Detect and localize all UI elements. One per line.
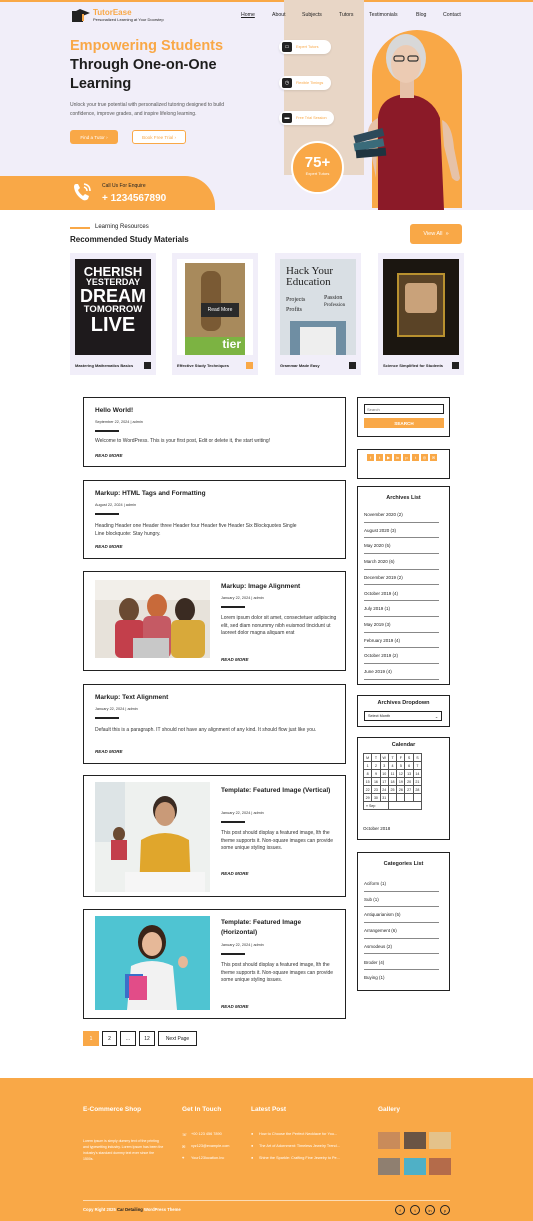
archive-item[interactable]: March 2020 (6) — [364, 554, 439, 570]
post-excerpt: Lorem ipsum dolor sit amet, consectetuer adipiscing elit, sed diam nonummy nibh euismod tincidunt ut laoreet dolor magna aliquam erat — [221, 615, 337, 637]
book-card-4[interactable] — [378, 253, 464, 375]
post-title[interactable]: Template: Featured Image (Horizontal) — [221, 919, 302, 936]
post-card — [83, 480, 346, 559]
calendar-widget — [357, 737, 450, 840]
nav-about[interactable]: About — [272, 12, 286, 18]
chevron-down-icon: ⌄ — [434, 714, 438, 719]
post-card — [83, 775, 346, 897]
search-button[interactable]: SEARCH — [364, 418, 444, 428]
social-widget — [357, 449, 450, 479]
read-more-link[interactable]: READ MORE — [95, 453, 123, 458]
archive-item[interactable]: December 2019 (2) — [364, 570, 439, 586]
archive-item[interactable]: August 2020 (3) — [364, 523, 439, 539]
read-more-link[interactable]: READ MORE — [221, 1004, 249, 1009]
post-excerpt: Heading Header one Header three Header four Header five Header Six Blockquotes Single Line blockquote: Stay hungry. — [95, 523, 297, 537]
footer-latest-post[interactable]: Shine the Sparkle: Crafting Fine Jewelry to Pe... — [259, 1156, 340, 1160]
footer-about-text: Lorem ipsum is simply dummy text of the printing and typesetting industry. Lorem Ipsum has been the industry's standard dummy text ever since the 1500s. — [83, 1139, 164, 1161]
category-item[interactable]: Sub (1) — [364, 892, 439, 908]
nav-home[interactable]: Home — [241, 12, 255, 18]
footer-title-shop: E-Commerce Shop — [83, 1106, 142, 1113]
find-tutor-button[interactable]: Find a Tutor › — [70, 130, 118, 144]
nav-contact[interactable]: Contact — [443, 12, 461, 18]
read-more-overlay[interactable]: Read More — [201, 303, 239, 317]
instagram-icon[interactable]: ◎ — [422, 455, 427, 460]
nav-testimonials[interactable]: Testimonials — [369, 12, 398, 18]
clock-icon: ◷ — [282, 78, 292, 88]
footer-email[interactable]: xyz123@example.com — [191, 1144, 230, 1148]
gallery-image[interactable] — [404, 1158, 426, 1175]
footer-title-contact: Get In Touch — [182, 1106, 222, 1113]
next-page-button[interactable]: Next Page — [158, 1031, 197, 1046]
hero-title-accent: Empowering Students — [70, 38, 224, 54]
post-excerpt: Default this is a paragraph. IT should not have any alignment of any kind. It should flow just like you. — [95, 727, 317, 733]
bullet-icon: ● — [251, 1156, 254, 1160]
footer-divider — [83, 1200, 450, 1201]
brand-name[interactable]: TutorEase — [93, 8, 132, 17]
nav-blog[interactable]: Blog — [416, 12, 427, 18]
calendar-table: M T W T F S S 1 2 3 4 5 6 7 8 9 10 11 12 13 14 15 16 17 18 19 20 21 22 23 24 25 26 27 28 29 30 31 « Sep — [363, 753, 422, 810]
resources-title: Recommended Study Materials — [70, 235, 189, 244]
hero-title-main: Through One-on-One Learning — [70, 57, 217, 92]
gallery-image[interactable] — [378, 1132, 400, 1149]
category-item[interactable]: Antiquarianism (5) — [364, 907, 439, 923]
page-button[interactable]: 12 — [139, 1031, 155, 1046]
tumblr-icon[interactable]: t — [412, 454, 419, 461]
post-title[interactable]: Hello World! — [95, 407, 134, 414]
search-widget — [357, 397, 450, 437]
gallery-image[interactable] — [378, 1158, 400, 1175]
top-accent-bar — [0, 0, 533, 2]
page-button[interactable]: 2 — [102, 1031, 117, 1046]
categories-widget — [357, 852, 450, 991]
mail-icon: ✉ — [182, 1145, 186, 1149]
view-all-button[interactable]: View All » — [410, 224, 462, 244]
calendar-prev-link[interactable]: « Sep — [364, 802, 389, 810]
phone-icon: ☏ — [182, 1133, 187, 1137]
badge-expert-tutors: ▭ Expert Tutors — [279, 40, 331, 54]
book-marker — [144, 362, 151, 369]
nav-subjects[interactable]: Subjects — [302, 12, 322, 18]
post-title[interactable]: Template: Featured Image (Vertical) — [221, 787, 331, 794]
footer-title-latest: Latest Post — [251, 1106, 287, 1113]
read-more-link[interactable]: READ MORE — [95, 749, 123, 754]
category-item[interactable]: Broder (4) — [364, 955, 439, 971]
post-card — [83, 684, 346, 764]
stat-label: Expert Tutors — [305, 171, 330, 176]
archives-title: Archives List — [386, 495, 421, 501]
archive-item[interactable]: February 2019 (4) — [364, 633, 439, 649]
book-cover[interactable]: Hack Your Education Projects Passion Profits Profession — [280, 259, 356, 355]
twitter-icon[interactable]: t — [376, 454, 383, 461]
tutor-photo — [348, 28, 462, 210]
post-card — [83, 571, 346, 671]
stat-circle — [291, 141, 344, 194]
book-marker — [349, 362, 356, 369]
page-ellipsis: ... — [120, 1031, 136, 1046]
badge-flexible-timings: ◷ Flexible Timings — [279, 76, 331, 90]
post-divider — [95, 430, 119, 432]
post-image[interactable] — [95, 782, 210, 892]
call-label: Call Us For Enquire — [102, 183, 146, 189]
pinterest-icon[interactable]: p — [440, 1205, 450, 1215]
archive-item[interactable]: July 2019 (1) — [364, 601, 439, 617]
post-image[interactable] — [95, 580, 210, 658]
post-divider — [221, 606, 245, 608]
post-title[interactable]: Markup: HTML Tags and Formatting — [95, 490, 206, 497]
archive-item[interactable]: May 2020 (5) — [364, 538, 439, 554]
post-divider — [221, 953, 245, 955]
footer-location: Your123location.Inc — [191, 1156, 225, 1160]
facebook-icon[interactable]: f — [367, 454, 374, 461]
badge-free-trial: ▬ Free Trial Session — [279, 111, 334, 125]
youtube-icon[interactable]: ▶ — [386, 455, 391, 460]
footer-phone[interactable]: +00 123 456 7890 — [191, 1132, 222, 1136]
twitter-icon[interactable]: t — [410, 1205, 420, 1215]
archives-widget — [357, 486, 450, 685]
resources-label: Learning Resources — [95, 224, 149, 230]
book-trial-button[interactable]: Book Free Trial › — [132, 130, 186, 144]
gallery-image[interactable] — [404, 1132, 426, 1149]
gallery-image[interactable] — [429, 1132, 451, 1149]
dropdown-title: Archives Dropdown — [377, 700, 430, 706]
book-cover[interactable]: CHERISH YESTERDAY DREAM TOMORROW LIVE — [75, 259, 151, 355]
bullet-icon: ● — [251, 1144, 254, 1148]
post-excerpt: Welcome to WordPress. This is your first post, Edit or delete it, the start writing! — [95, 438, 271, 444]
archive-item[interactable]: November 2020 (2) — [364, 507, 439, 523]
archives-select[interactable]: Select Month ⌄ — [364, 711, 442, 721]
post-meta: January 22, 2024 | admin — [221, 943, 264, 947]
book-card-3[interactable] — [275, 253, 361, 375]
linkedin-icon[interactable]: in — [395, 455, 400, 460]
category-item[interactable]: Aciform (1) — [364, 876, 439, 892]
calendar-title: Calendar — [391, 742, 416, 748]
monitor-icon: ▭ — [282, 42, 292, 52]
book-cover[interactable]: tier Read More — [177, 259, 253, 355]
post-meta: September 22, 2024 | admin — [95, 420, 143, 424]
book-cover[interactable] — [383, 259, 459, 355]
book-card-1[interactable] — [70, 253, 156, 375]
book-card-2[interactable] — [172, 253, 258, 375]
call-number[interactable]: + 1234567890 — [102, 193, 167, 204]
search-input[interactable] — [364, 404, 444, 414]
copyright: Copy Right 2025 Car Detailing WordPress Theme — [83, 1207, 181, 1212]
book-marker — [246, 362, 253, 369]
brand-tagline: Personalized Learning at Your Doorstep — [93, 17, 164, 22]
hero-description: Unlock your true potential with personalized tutoring designed to build confidence, improve grades, and inspire lifelong learning. — [70, 102, 224, 117]
read-more-link[interactable]: READ MORE — [221, 657, 249, 662]
archives-dropdown-widget — [357, 695, 450, 727]
post-meta: August 22, 2024 | admin — [95, 503, 137, 507]
post-divider — [95, 717, 119, 719]
book-name[interactable]: Mastering Mathematics Basics — [75, 363, 134, 368]
book-name[interactable]: Effective Study Techniques — [177, 363, 229, 368]
post-excerpt: This post should display a featured image, lth the theme supports it. Non-square images can provide some unique styling issues. — [221, 830, 334, 852]
read-more-link[interactable]: READ MORE — [221, 871, 249, 876]
gallery-image[interactable] — [429, 1158, 451, 1175]
category-item[interactable]: Buying (1) — [364, 975, 385, 981]
email-icon[interactable]: ✉ — [431, 455, 436, 460]
archive-item[interactable]: May 2019 (3) — [364, 617, 439, 633]
pinterest-icon[interactable]: p — [403, 454, 410, 461]
post-card — [83, 909, 346, 1019]
social-icons — [367, 454, 447, 461]
copyright-link[interactable]: Car Detailing — [116, 1207, 143, 1212]
post-meta: January 22, 2024 | admin — [221, 596, 264, 600]
linkedin-icon[interactable]: in — [425, 1205, 435, 1215]
page-button-current[interactable]: 1 — [83, 1031, 99, 1046]
category-item[interactable]: Asmodeus (2) — [364, 939, 439, 955]
book-marker — [452, 362, 459, 369]
facebook-icon[interactable]: f — [395, 1205, 405, 1215]
laptop-icon: ▬ — [282, 113, 292, 123]
post-title[interactable]: Markup: Image Alignment — [221, 583, 301, 590]
post-divider — [95, 513, 119, 515]
post-title[interactable]: Markup: Text Alignment — [95, 694, 169, 701]
post-card — [83, 397, 346, 467]
book-name[interactable]: Grammar Made Easy — [280, 363, 320, 368]
post-excerpt: This post should display a featured image, lth the theme supports it. Non-square images can provide some unique styling issues. — [221, 962, 334, 984]
calendar-month: October 2018 — [363, 826, 391, 831]
category-item[interactable]: Arrangement (6) — [364, 923, 439, 939]
post-divider — [221, 821, 245, 823]
footer-latest-post[interactable]: How to Choose the Perfect Necklace for You... — [259, 1132, 338, 1136]
bullet-icon: ● — [251, 1132, 254, 1136]
graduation-cap-icon[interactable] — [70, 8, 90, 24]
stat-number: 75+ — [304, 154, 331, 171]
nav-tutors[interactable]: Tutors — [339, 12, 354, 18]
post-meta: January 22, 2024 | admin — [95, 707, 138, 711]
book-name[interactable]: Science Simplified for Students — [383, 363, 444, 368]
archive-item[interactable]: June 2019 (4) — [364, 664, 439, 680]
footer-title-gallery: Gallery — [378, 1106, 401, 1113]
archive-item[interactable]: October 2019 (4) — [364, 586, 439, 602]
post-image[interactable] — [95, 916, 210, 1010]
footer-latest-post[interactable]: The Art of Adornment: Timeless Jewelry Trend... — [259, 1144, 340, 1148]
categories-title: Categories List — [383, 861, 424, 867]
read-more-link[interactable]: READ MORE — [95, 544, 123, 549]
phone-icon — [71, 181, 93, 203]
location-icon: ⌖ — [182, 1156, 185, 1160]
post-meta: January 22, 2024 | admin — [221, 811, 264, 815]
section-accent-line — [70, 227, 90, 229]
archive-item[interactable]: October 2019 (2) — [364, 648, 439, 664]
